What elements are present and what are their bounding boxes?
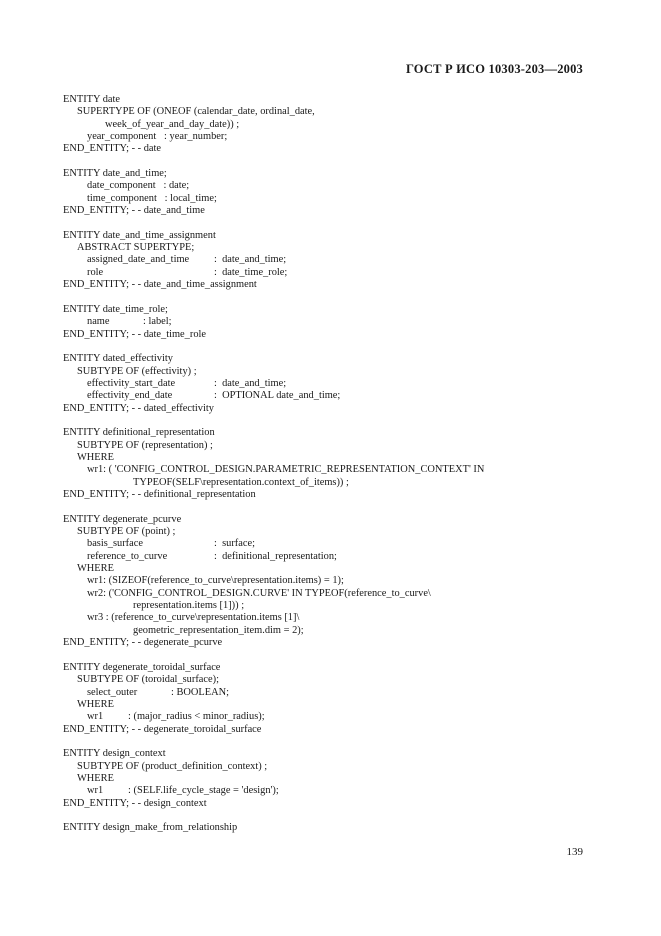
entity-design-make-from-relationship-declaration: ENTITY design_make_from_relationship	[63, 822, 238, 834]
entity-date-time-role-declaration: ENTITY date_time_role;	[63, 303, 168, 315]
rule-name: wr1	[87, 785, 104, 797]
entity-date-and-time-end: END_ENTITY; - - date_and_time	[63, 205, 205, 217]
attribute-type: : date_and_time;	[214, 254, 287, 266]
entity-date-end: END_ENTITY; - - date	[63, 143, 162, 155]
entity-design-context-subtype: SUBTYPE OF (product_definition_context) ;	[77, 760, 268, 772]
entity-definitional-representation-rule: wr1: ( 'CONFIG_CONTROL_DESIGN.PARAMETRIC_REPRESENTATION_CONTEXT' IN	[87, 464, 485, 476]
entity-degenerate-toroidal-surface-subtype: SUBTYPE OF (toroidal_surface);	[77, 674, 219, 686]
attribute-type: : BOOLEAN;	[171, 686, 230, 698]
entity-degenerate-pcurve-attribute	[63, 551, 603, 563]
entity-design-context-rule	[63, 785, 603, 797]
entity-dated-effectivity-attribute	[63, 378, 603, 390]
entity-degenerate-toroidal-surface-rule	[63, 711, 603, 723]
attribute-name: basis_surface	[87, 538, 143, 550]
entity-degenerate-toroidal-surface-attribute	[63, 687, 603, 699]
entity-design-context-declaration: ENTITY design_context	[63, 748, 166, 760]
express-listing	[63, 94, 603, 835]
entity-definitional-representation-subtype: SUBTYPE OF (representation) ;	[77, 439, 213, 451]
attribute-name: effectivity_start_date	[87, 377, 176, 389]
attribute-type: : date_and_time;	[214, 377, 287, 389]
entity-date-and-time-assignment-attribute	[63, 254, 603, 266]
entity-degenerate-pcurve-subtype: SUBTYPE OF (point) ;	[77, 526, 176, 538]
entity-degenerate-pcurve-rule: wr1: (SIZEOF(reference_to_curve\representation.items) = 1);	[87, 575, 344, 587]
entity-definitional-representation-end: END_ENTITY; - - definitional_representation	[63, 489, 256, 500]
document-header: ГОСТ Р ИСО 10303-203—2003	[405, 62, 583, 76]
attribute-type: : definitional_representation;	[214, 550, 337, 562]
entity-definitional-representation-rule-cont: TYPEOF(SELF\representation.context_of_items)) ;	[133, 476, 349, 488]
entity-degenerate-pcurve-where: WHERE	[77, 563, 114, 575]
entity-date-time-role-attribute	[63, 316, 603, 328]
entity-degenerate-toroidal-surface-declaration: ENTITY degenerate_toroidal_surface	[63, 661, 221, 673]
entity-degenerate-pcurve-rule-cont: representation.items [1])) ;	[133, 600, 245, 612]
entity-date-and-time-assignment-end: END_ENTITY; - - date_and_time_assignment	[63, 279, 257, 291]
entity-dated-effectivity-attribute	[63, 390, 603, 402]
rule-expression: : (SELF.life_cycle_stage = 'design');	[128, 785, 279, 797]
entity-definitional-representation-declaration: ENTITY definitional_representation	[63, 427, 215, 439]
entity-dated-effectivity-subtype: SUBTYPE OF (effectivity) ;	[77, 365, 197, 377]
attribute-type: : OPTIONAL date_and_time;	[214, 390, 341, 402]
attribute-type: : surface;	[214, 538, 255, 550]
attribute-name: role	[87, 266, 104, 278]
entity-date-and-time-assignment-declaration: ENTITY date_and_time_assignment	[63, 229, 216, 241]
entity-design-context-where: WHERE	[77, 772, 114, 784]
entity-degenerate-pcurve-end: END_ENTITY; - - degenerate_pcurve	[63, 637, 223, 649]
attribute-name: name	[87, 316, 110, 328]
entity-date-supertype-cont: week_of_year_and_day_date)) ;	[105, 118, 240, 130]
page-number: 139	[566, 846, 583, 858]
attribute-name: effectivity_end_date	[87, 390, 173, 402]
entity-degenerate-pcurve-declaration: ENTITY degenerate_pcurve	[63, 513, 182, 525]
entity-dated-effectivity-end: END_ENTITY; - - dated_effectivity	[63, 402, 214, 414]
attribute-type: : date_time_role;	[214, 266, 288, 278]
entity-design-context-end: END_ENTITY; - - design_context	[63, 797, 207, 809]
entity-definitional-representation-where: WHERE	[77, 451, 114, 463]
entity-degenerate-toroidal-surface-where: WHERE	[77, 698, 114, 710]
entity-degenerate-pcurve-rule-cont: geometric_representation_item.dim = 2);	[133, 624, 304, 636]
entity-dated-effectivity-declaration: ENTITY dated_effectivity	[63, 353, 173, 365]
rule-name: wr1	[87, 711, 104, 723]
entity-degenerate-pcurve-rule: wr3 : (reference_to_curve\representation.items [1]\	[87, 612, 300, 624]
entity-date-supertype: SUPERTYPE OF (ONEOF (calendar_date, ordinal_date,	[77, 106, 315, 118]
entity-degenerate-pcurve-rule: wr2: ('CONFIG_CONTROL_DESIGN.CURVE' IN TYPEOF(reference_to_curve\	[87, 587, 431, 599]
entity-date-and-time-declaration: ENTITY date_and_time;	[63, 168, 167, 180]
entity-date-and-time-assignment-supertype: ABSTRACT SUPERTYPE;	[77, 242, 195, 254]
rule-expression: : (major_radius < minor_radius);	[128, 711, 265, 723]
entity-date-and-time-assignment-attribute	[63, 267, 603, 279]
attribute-name: assigned_date_and_time	[87, 254, 190, 266]
attribute-name: select_outer	[87, 686, 138, 698]
entity-date-attribute: year_component : year_number;	[87, 131, 228, 143]
entity-degenerate-toroidal-surface-end: END_ENTITY; - - degenerate_toroidal_surface	[63, 723, 262, 735]
entity-degenerate-pcurve-attribute	[63, 538, 603, 550]
attribute-type: : label;	[143, 316, 172, 328]
entity-date-and-time-attribute: date_component : date;	[87, 180, 190, 192]
entity-date-and-time-attribute: time_component : local_time;	[87, 192, 217, 204]
entity-date-declaration: ENTITY date	[63, 94, 121, 105]
attribute-name: reference_to_curve	[87, 550, 168, 562]
entity-date-time-role-end: END_ENTITY; - - date_time_role	[63, 328, 207, 340]
